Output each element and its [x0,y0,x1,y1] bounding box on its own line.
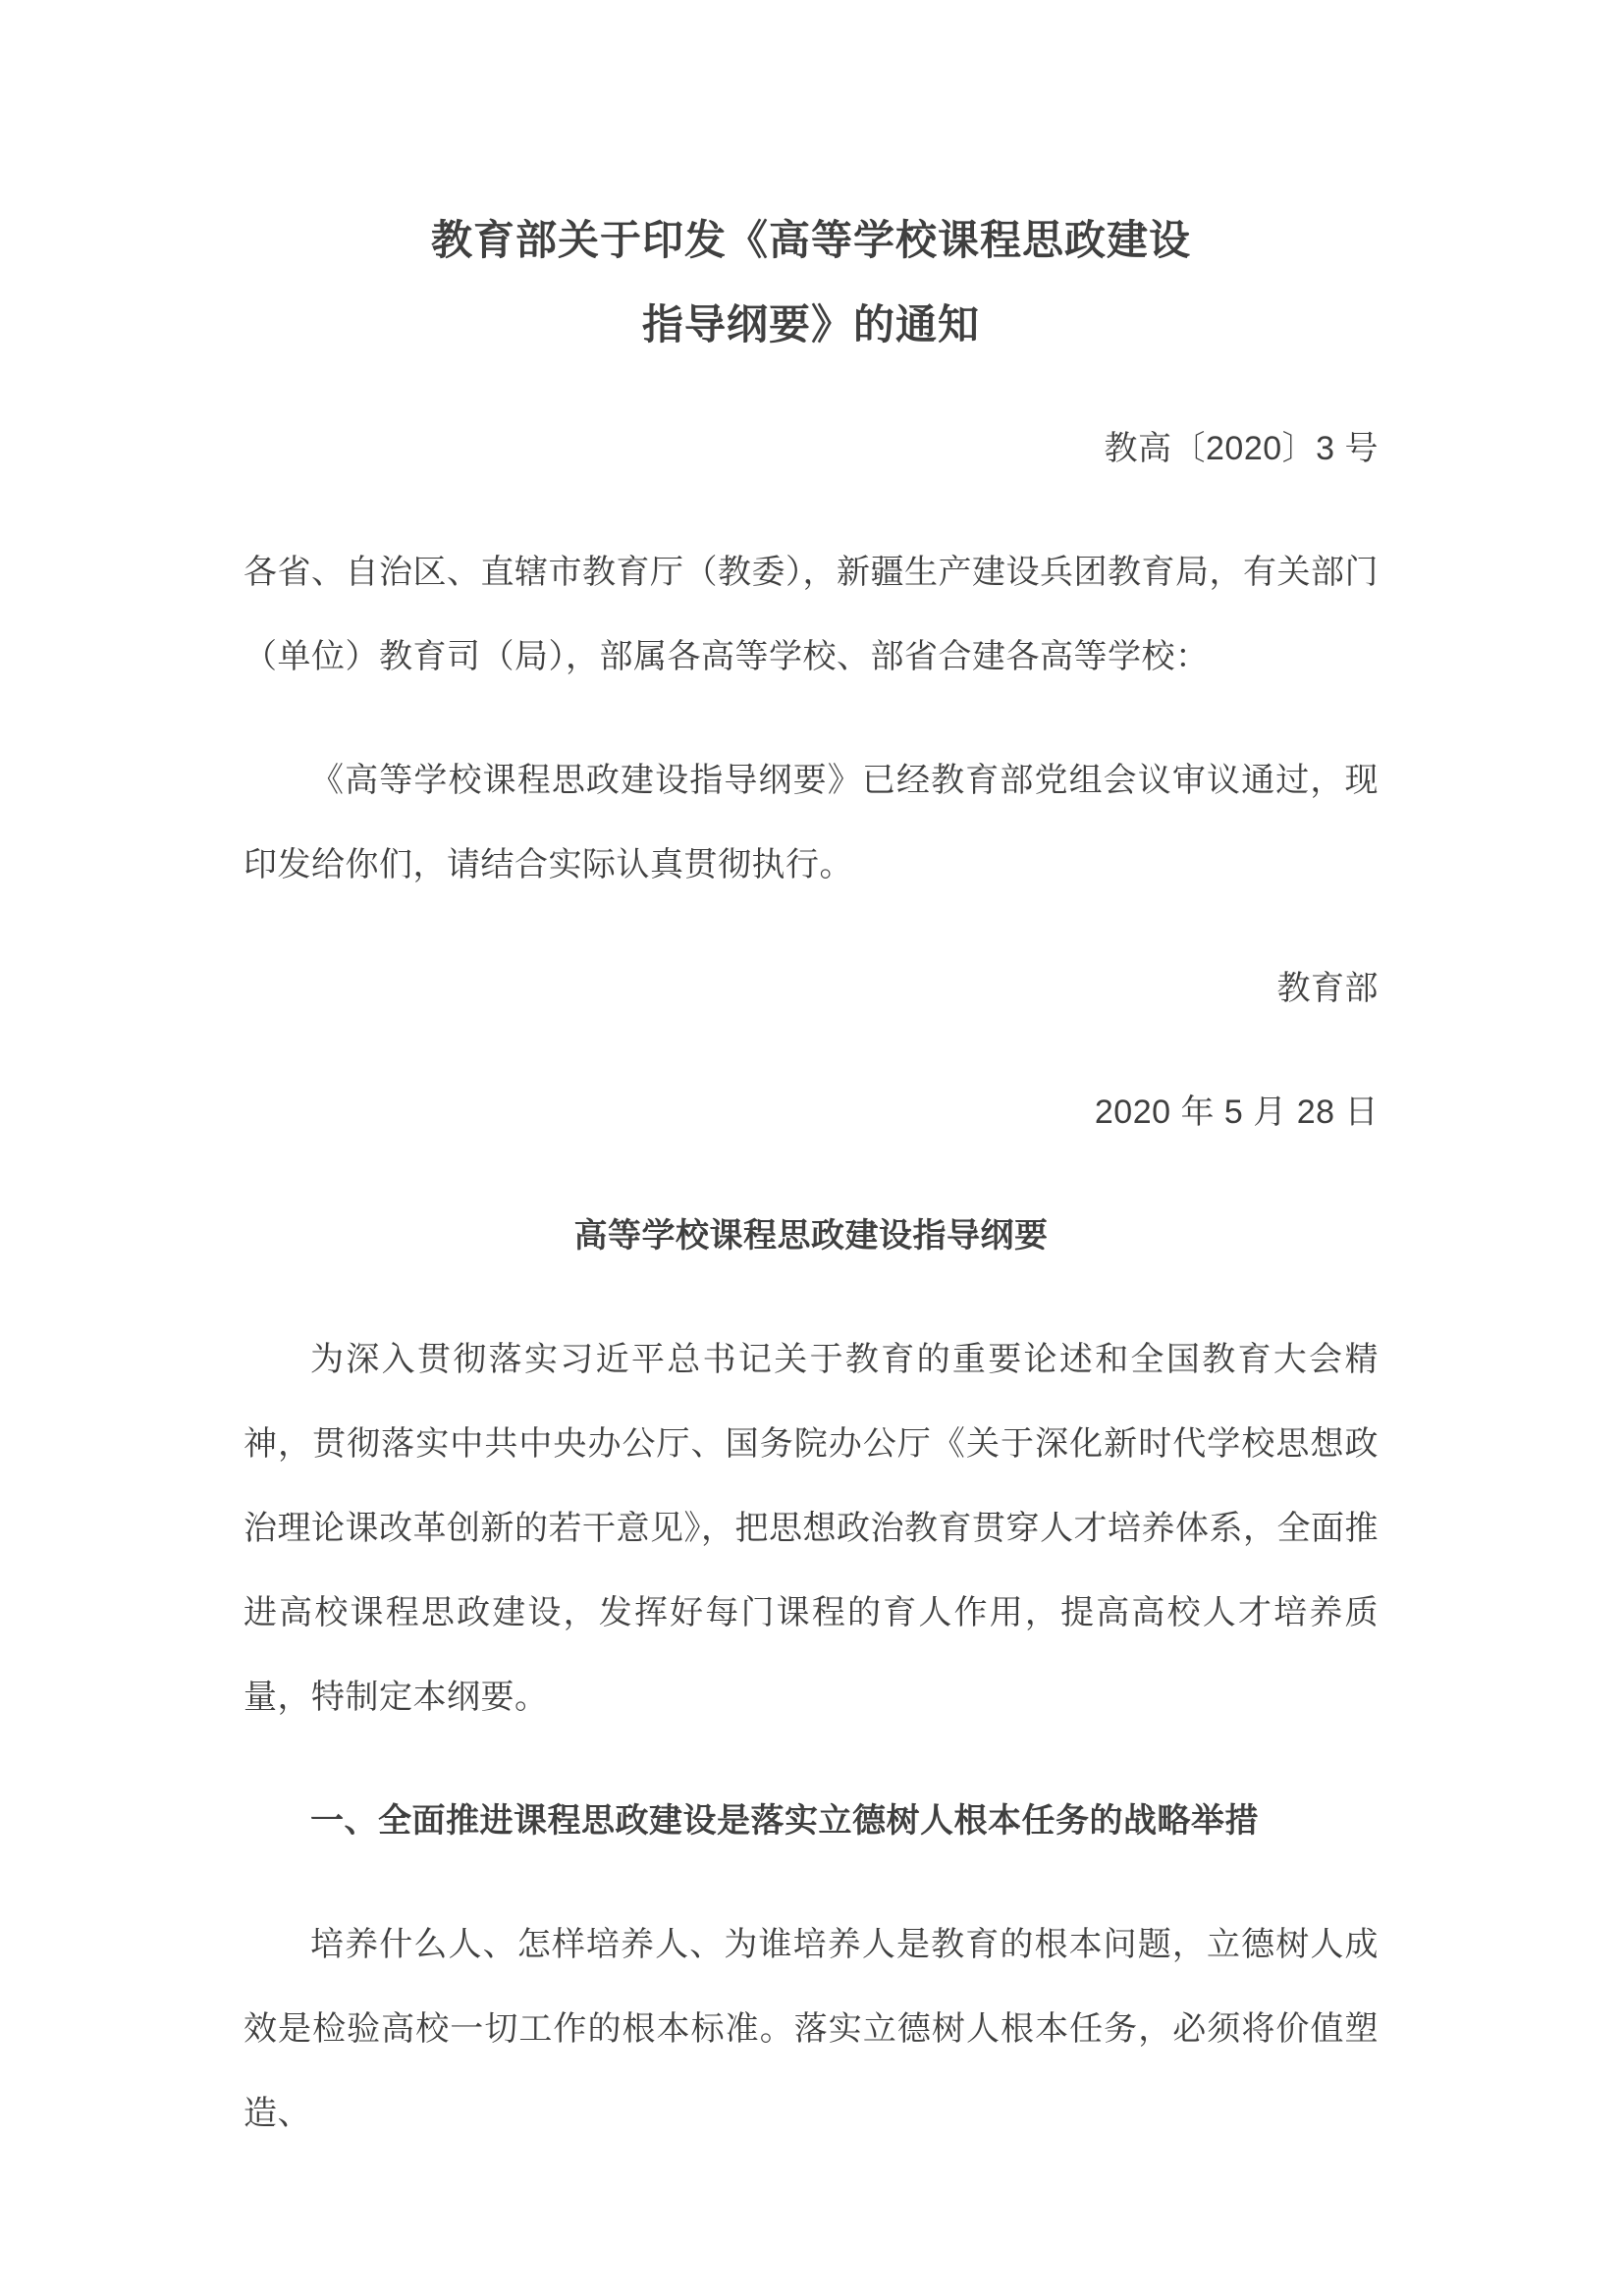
section-1-heading: 一、全面推进课程思政建设是落实立德树人根本任务的战略举措 [310,1802,1259,1840]
section-1-paragraph: 培养什么人、怎样培养人、为谁培养人是教育的根本问题，立德树人成效是检验高校一切工作的根本标准。落实立德树人根本任务，必须将价值塑造、 [244,1926,1379,2132]
issuer-signature: 教育部 [1276,970,1379,1007]
intro-paragraph: 为深入贯彻落实习近平总书记关于教育的重要论述和全国教育大会精神，贯彻落实中共中央办公厅、国务院办公厅《关于深化新时代学校思想政治理论课改革创新的若干意见》，把思想政治教育贯穿人才培养体系，全面推进高校课程思政建设，发挥好每门课程的育人作用，提高高校人才培养质量，特制定本纲要。 [244,1341,1379,1716]
notice-body-paragraph: 《高等学校课程思政建设指导纲要》已经教育部党组会议审议通过，现印发给你们，请结合实际认真贯彻执行。 [244,762,1379,883]
document-title-line-2: 指导纲要》的通知 [641,301,980,347]
issue-date: 2020 年 5 月 28 日 [1094,1094,1379,1131]
attachment-title: 高等学校课程思政建设指导纲要 [573,1217,1049,1255]
document-title [244,198,1379,367]
salutation-paragraph: 各省、自治区、直辖市教育厅（教委），新疆生产建设兵团教育局，有关部门（单位）教育司（局），部属各高等学校、部省合建各高等学校： [244,554,1379,675]
document-number: 教高〔2020〕3 号 [1104,430,1379,467]
document-title-line-1: 教育部关于印发《高等学校课程思政建设 [430,217,1191,263]
